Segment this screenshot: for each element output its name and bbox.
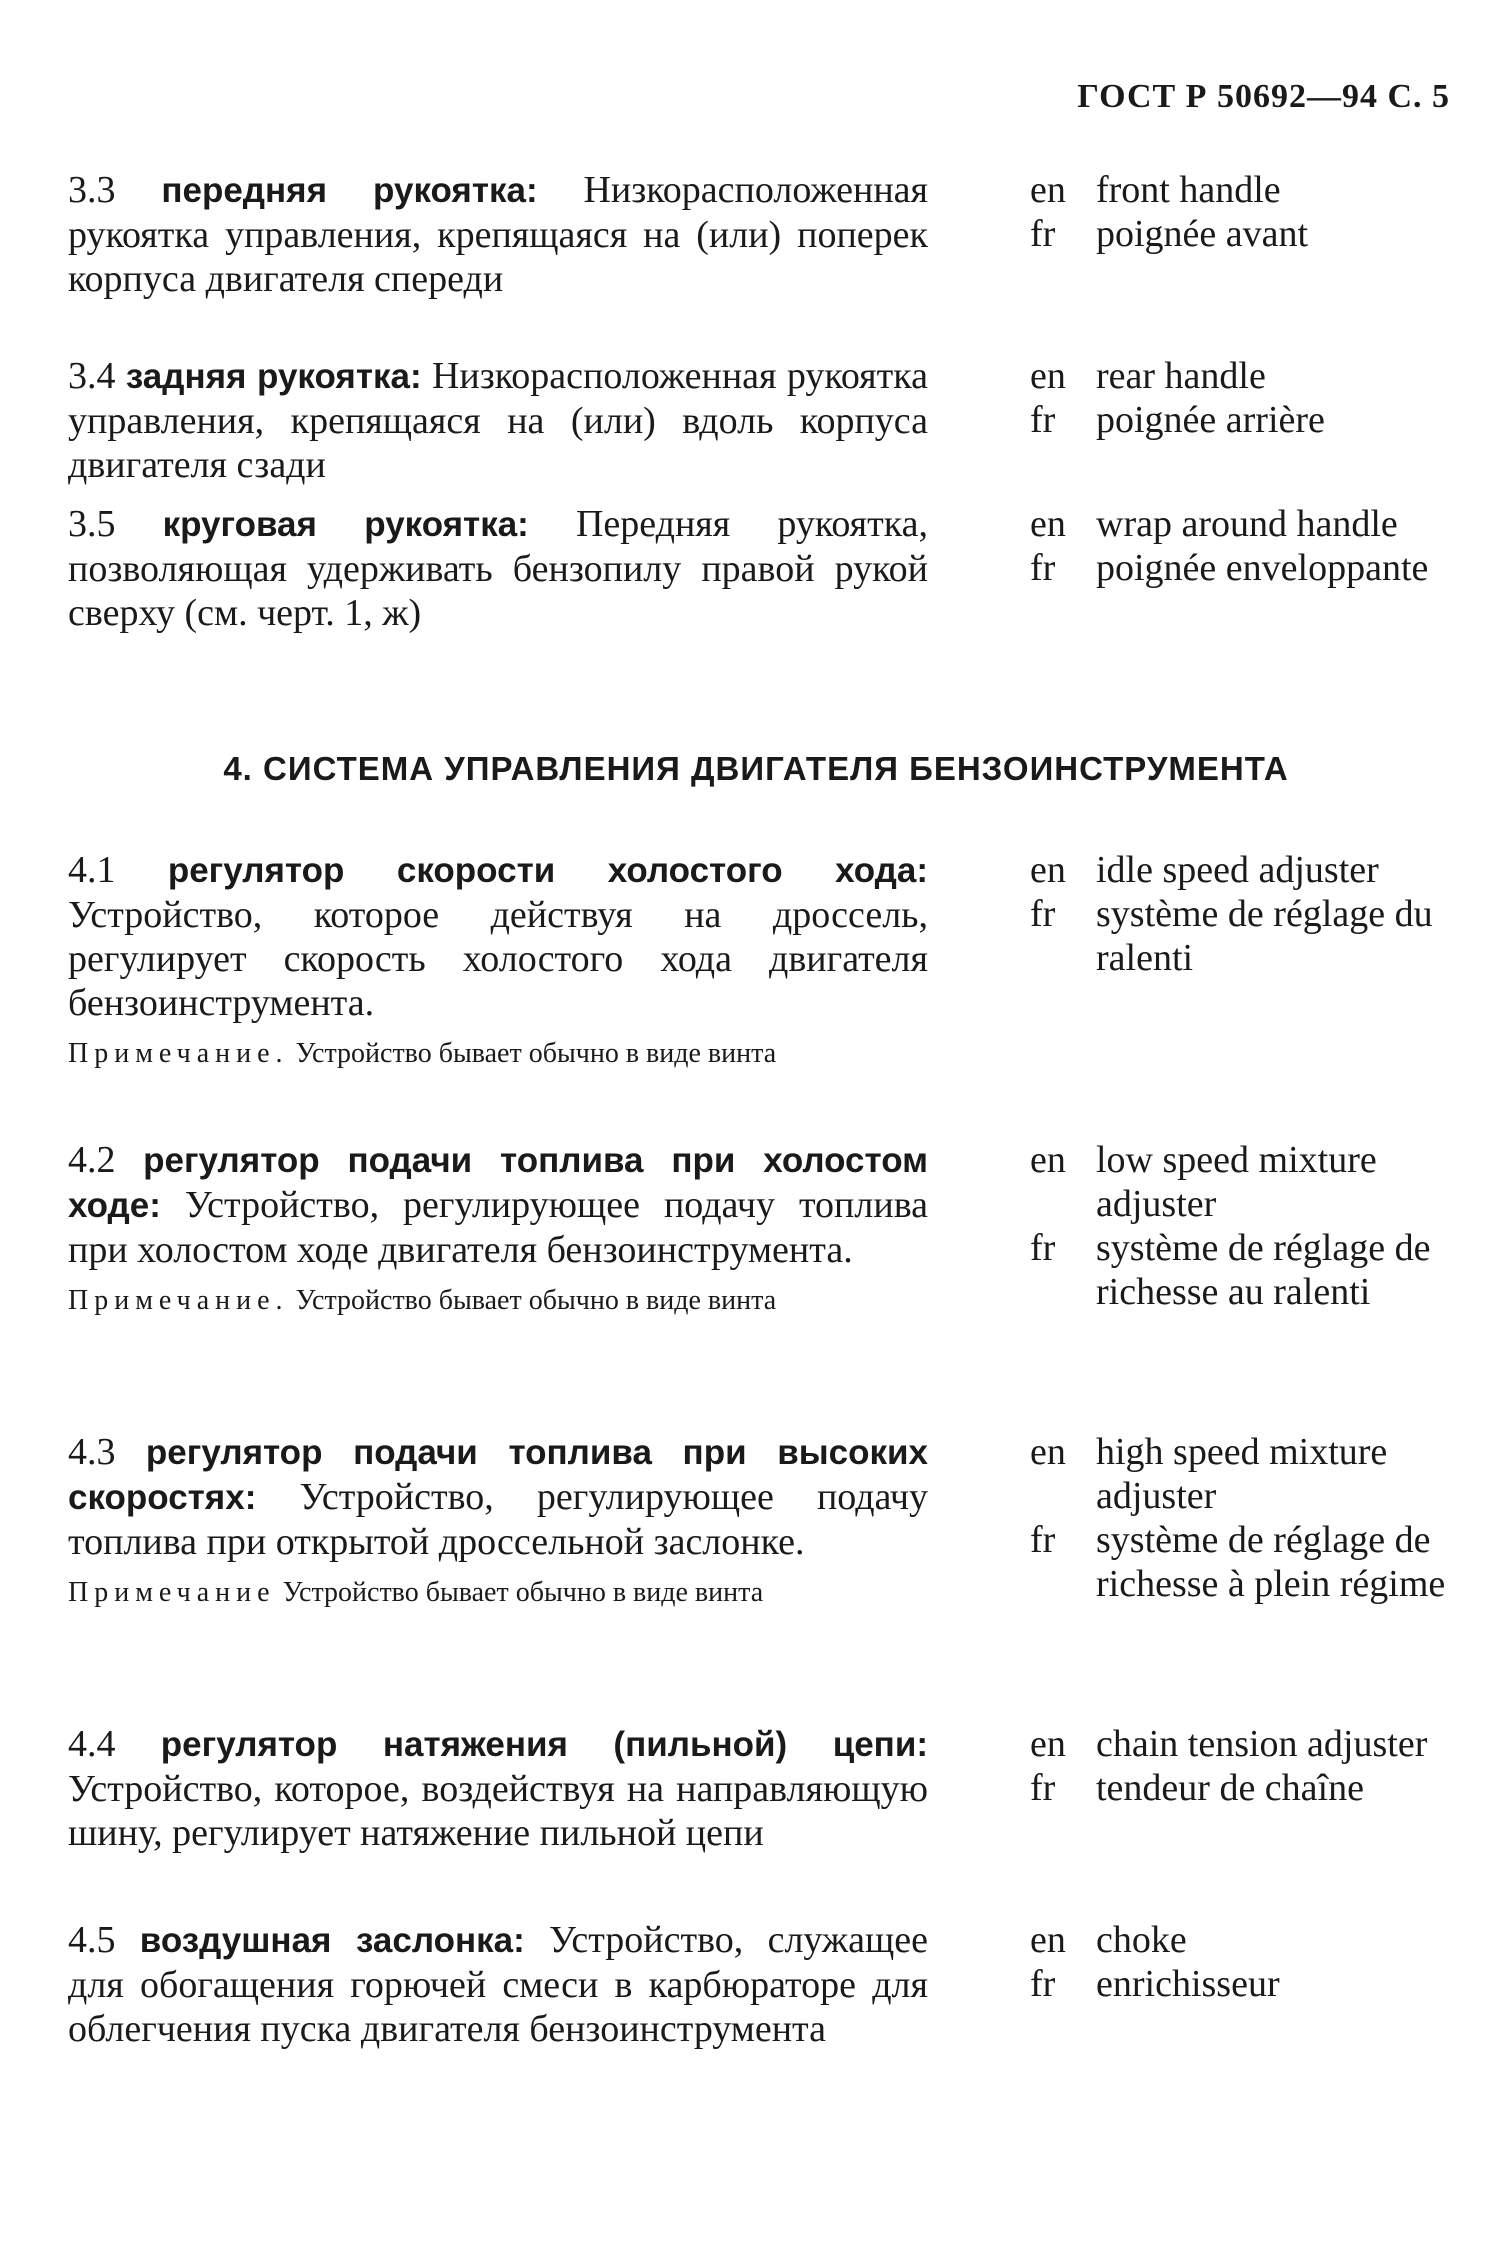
term-text: Устройство, служащее для обогащения горючей смеси в карбюраторе для облегчения пуска двигателя бензоинструмента [68,1919,929,2050]
term-name: задняя рукоятка: [125,357,422,396]
equivalent-en: choke [1096,1919,1187,1961]
term-number: 4.3 [68,1431,116,1473]
lang-code-fr: fr [1030,1963,1056,2005]
equivalent-fr: poignée enveloppante [1096,547,1429,589]
equivalent-fr: poignée arrière [1096,399,1325,441]
term-text: Устройство, которое действуя на дроссель, регулирует скорость холостого хода двигателя бензоинструмента. [68,894,928,1024]
page-header: ГОСТ Р 50692—94 С. 5 [1077,78,1450,115]
term-entry-3-4 [68,354,1458,487]
term-number: 4.2 [68,1139,116,1181]
term-note [68,1037,928,1071]
equivalent-fr: système de réglage du ralenti [1096,893,1433,979]
term-definition [68,354,928,487]
term-number: 3.3 [68,169,116,211]
lang-code-en: en [1030,849,1066,891]
equivalent-en: wrap around handle [1096,503,1398,545]
equivalent-fr: système de réglage de richesse à plein régime [1096,1519,1446,1605]
term-text: Передняя рукоятка, позволяющая удерживать бензопилу правой рукой сверху (см. черт. 1, ж) [68,503,929,634]
term-entry-4-1 [68,848,1458,1071]
term-text: Низкорасположенная рукоятка управления, крепящаяся на (или) поперек корпуса двигателя спереди [68,169,929,300]
term-name: круговая рукоятка: [162,505,529,544]
term-note [68,1576,928,1610]
term-definition [68,168,928,301]
term-definition [68,1722,928,1855]
lang-code-fr: fr [1030,1519,1056,1561]
term-number: 4.5 [68,1919,116,1961]
equivalent-en: front handle [1096,169,1281,211]
lang-code-en: en [1030,1723,1066,1765]
term-definition [68,1138,928,1272]
term-entry-3-3 [68,168,1458,301]
term-definition [68,848,928,1025]
note-text: Устройство бывает обычно в виде винта [288,1038,777,1069]
equivalent-en: idle speed adjuster [1096,849,1379,891]
term-note [68,1284,928,1318]
lang-code-en: en [1030,1431,1066,1473]
term-entry-4-4 [68,1722,1458,1855]
foreign-equivalents [1030,354,1450,442]
equivalent-en: chain tension adjuster [1096,1723,1428,1765]
section-title: 4. СИСТЕМА УПРАВЛЕНИЯ ДВИГАТЕЛЯ БЕНЗОИНСТРУМЕНТА [223,750,1289,787]
term-number: 4.4 [68,1723,116,1765]
lang-code-en: en [1030,169,1066,211]
term-number: 4.1 [68,849,116,891]
term-entry-4-2 [68,1138,1458,1318]
lang-code-fr: fr [1030,547,1056,589]
term-text: Устройство, регулирующее подачу топлива при холостом ходе двигателя бензоинструмента. [68,1184,928,1271]
foreign-equivalents [1030,502,1450,590]
term-entry-4-5 [68,1918,1458,2051]
term-entry-3-5 [68,502,1458,635]
term-text: Низкорасположенная рукоятка управления, крепящаяся на (или) вдоль корпуса двигателя сзади [68,355,929,486]
lang-code-en: en [1030,1919,1066,1961]
term-definition [68,1918,928,2051]
term-number: 3.4 [68,355,116,397]
lang-code-fr: fr [1030,1767,1056,1809]
equivalent-fr: poignée avant [1096,213,1309,255]
note-label: Примечание. [68,1038,289,1069]
lang-code-en: en [1030,1139,1066,1181]
term-name: передняя рукоятка: [161,171,538,210]
equivalent-fr: système de réglage de richesse au ralenti [1096,1227,1431,1313]
foreign-equivalents [1030,168,1450,256]
equivalent-en: rear handle [1096,355,1266,397]
lang-code-fr: fr [1030,893,1056,935]
foreign-equivalents [1030,1430,1450,1606]
foreign-equivalents [1030,848,1450,980]
term-entry-4-3 [68,1430,1458,1610]
lang-code-fr: fr [1030,1227,1056,1269]
note-label: Примечание. [68,1285,289,1316]
equivalent-fr: enrichisseur [1096,1963,1280,2005]
equivalent-en: high speed mixture adjuster [1096,1431,1388,1517]
term-name: регулятор скорости холостого хода: [167,851,928,890]
note-text: Устройство бывает обычно в виде винта [288,1285,777,1316]
note-text: Устройство бывает обычно в виде винта [275,1577,764,1608]
lang-code-fr: fr [1030,399,1056,441]
foreign-equivalents [1030,1722,1450,1810]
term-name: регулятор натяжения (пильной) цепи: [160,1725,928,1764]
term-text: Устройство, которое, воздействуя на направляющую шину, регулирует натяжение пильной цепи [68,1768,928,1854]
note-label: Примечание [68,1577,276,1608]
equivalent-fr: tendeur de chaîne [1096,1767,1364,1809]
lang-code-en: en [1030,355,1066,397]
term-text: Устройство, регулирующее подачу топлива при открытой дроссельной заслонке. [68,1476,928,1563]
foreign-equivalents [1030,1138,1450,1314]
foreign-equivalents [1030,1918,1450,2006]
term-definition [68,1430,928,1564]
term-name: воздушная заслонка: [139,1921,525,1960]
term-number: 3.5 [68,503,116,545]
term-definition [68,502,928,635]
lang-code-en: en [1030,503,1066,545]
equivalent-en: low speed mixture adjuster [1096,1139,1377,1225]
term-name: регулятор подачи топлива при высоких скоростях: [68,1433,928,1517]
term-name: регулятор подачи топлива при холостом ходе: [68,1141,928,1225]
lang-code-fr: fr [1030,213,1056,255]
